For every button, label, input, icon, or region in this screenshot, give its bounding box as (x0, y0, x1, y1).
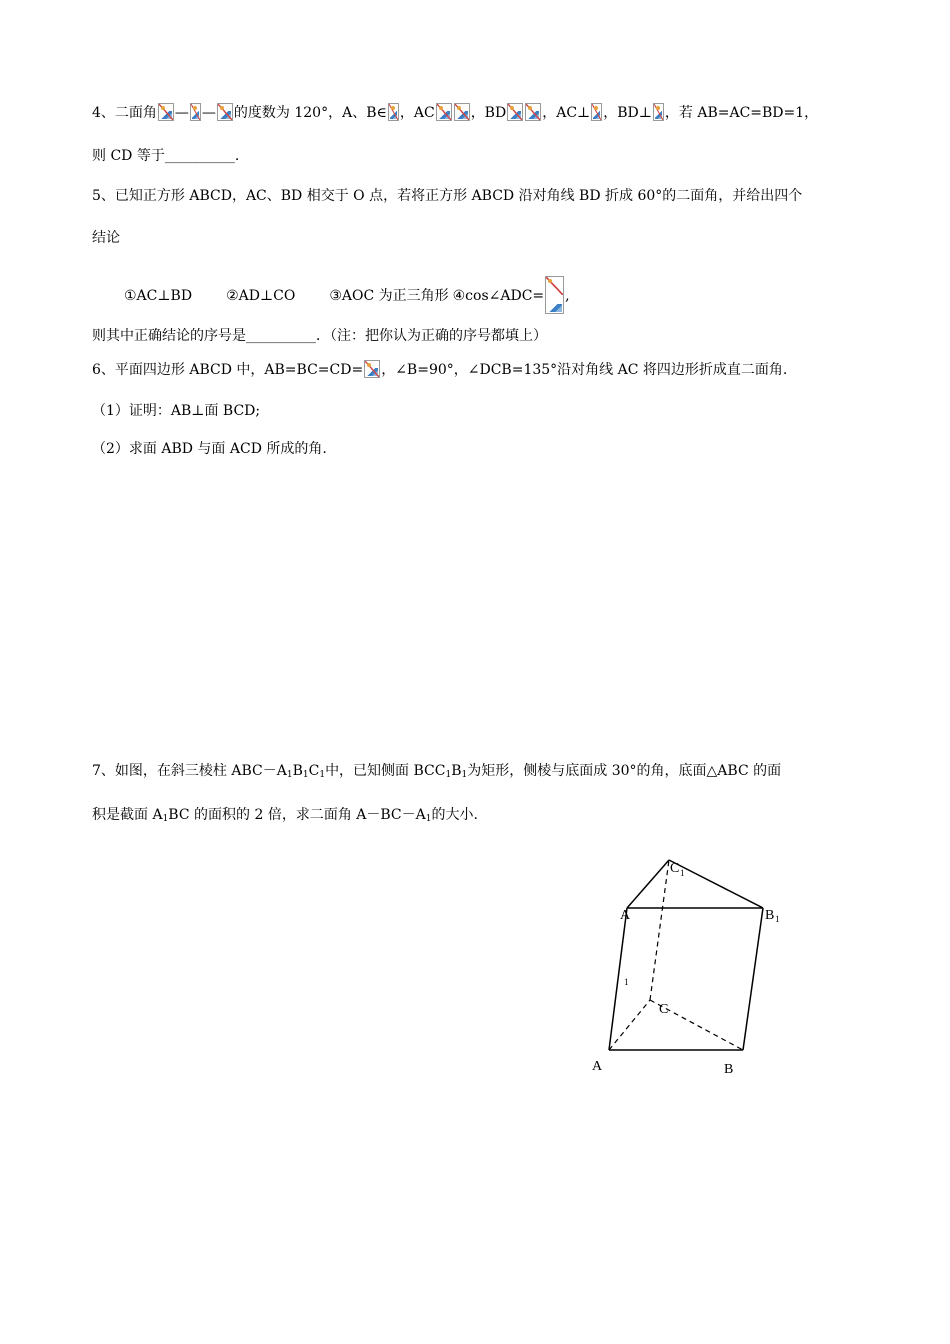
subscript-1: 1 (162, 814, 169, 824)
subscript-1: 1 (319, 770, 326, 780)
q7-text-d: 中，已知侧面 BCC (325, 763, 446, 779)
q7-text-e: B (451, 763, 462, 779)
edge-a-c (609, 1000, 650, 1050)
label-a1: A (620, 908, 631, 923)
broken-image-icon (591, 103, 602, 121)
q4-text-b: 的度数为 120°，A、B∈ (233, 105, 387, 121)
q5-option-4: ④cos∠ADC= (452, 288, 545, 304)
q6-sub-2: （2）求面 ABD 与面 ACD 所成的角. (92, 441, 327, 457)
q7-text-c: C (308, 763, 320, 779)
q7-text-a: 7、如图，在斜三棱柱 ABC－A (92, 763, 287, 779)
q4-text-e: ，AC⊥ (542, 105, 591, 121)
subscript-1: 1 (445, 770, 452, 780)
broken-image-icon (190, 103, 201, 121)
q7-text-f: 为矩形，侧棱与底面成 30°的角，底面△ABC 的面 (467, 763, 782, 779)
q5-options (124, 276, 570, 314)
q7-text-b: B (292, 763, 303, 779)
q7-line-1 (92, 761, 781, 781)
broken-image-icon (653, 103, 664, 121)
broken-image-icon (158, 103, 174, 121)
broken-image-icon (545, 276, 564, 314)
q7-text-g: 积是截面 A (92, 807, 163, 823)
q6-sub-1: （1）证明：AB⊥面 BCD; (92, 403, 261, 419)
q4-text-d: ，BD (470, 105, 507, 121)
q5-line-1: 5、已知正方形 ABCD，AC、BD 相交于 O 点，若将正方形 ABCD 沿对角线 BD 折成 60°的二面角，并给出四个 (92, 188, 803, 204)
q5-option-2: ②AD⊥CO (226, 288, 296, 304)
q4-text-f: ，BD⊥ (603, 105, 652, 121)
q4-text-c: ，AC (399, 105, 435, 121)
q5-option-1: ①AC⊥BD (124, 288, 193, 304)
q5-option-3: ③AOC 为正三角形 (329, 288, 449, 304)
q4-dash-1: — (174, 105, 189, 121)
label-one: 1 (624, 977, 629, 987)
subscript-1: 1 (425, 814, 432, 824)
q5-options-end: , (565, 288, 570, 304)
q4-line-1 (92, 103, 818, 123)
edge-c-c1 (650, 860, 669, 1000)
subscript-1: 1 (286, 770, 293, 780)
q4-line-2: 则 CD 等于__________. (92, 148, 240, 164)
label-b: B (724, 1062, 734, 1077)
q4-text-a: 4、二面角 (92, 105, 157, 121)
label-c1-sub: 1 (680, 868, 685, 878)
q6-text-b: ，∠B=90°，∠DCB=135°沿对角线 AC 将四边形折成直二面角. (381, 362, 788, 378)
broken-image-icon (454, 103, 470, 121)
broken-image-icon (364, 360, 380, 378)
subscript-1: 1 (461, 770, 468, 780)
edge-b-b1 (743, 908, 763, 1050)
broken-image-icon (507, 103, 523, 121)
subscript-1: 1 (302, 770, 309, 780)
label-b1: B (765, 908, 775, 923)
label-c1: C (670, 861, 680, 876)
broken-image-icon (436, 103, 452, 121)
q7-line-2 (92, 805, 478, 825)
q5-line-4: 则其中正确结论的序号是__________．（注：把你认为正确的序号都填上） (92, 328, 547, 344)
q7-text-i: 的大小. (431, 807, 478, 823)
broken-image-icon (388, 103, 399, 121)
broken-image-icon (525, 103, 541, 121)
prism-figure (580, 850, 800, 1090)
q4-text-g: ，若 AB=AC=BD=1， (664, 105, 819, 121)
q7-text-h: BC 的面积的 2 倍，求二面角 A－BC－A (168, 807, 426, 823)
label-b1-sub: 1 (775, 914, 780, 924)
q4-dash-2: — (201, 105, 216, 121)
q6-text-a: 6、平面四边形 ABCD 中，AB=BC=CD= (92, 362, 364, 378)
edge-a1-c1 (627, 860, 669, 908)
q5-line-2: 结论 (92, 230, 120, 246)
label-c: C (659, 1002, 669, 1017)
broken-image-icon (217, 103, 233, 121)
q6-line-1 (92, 360, 787, 380)
label-a: A (592, 1059, 603, 1074)
